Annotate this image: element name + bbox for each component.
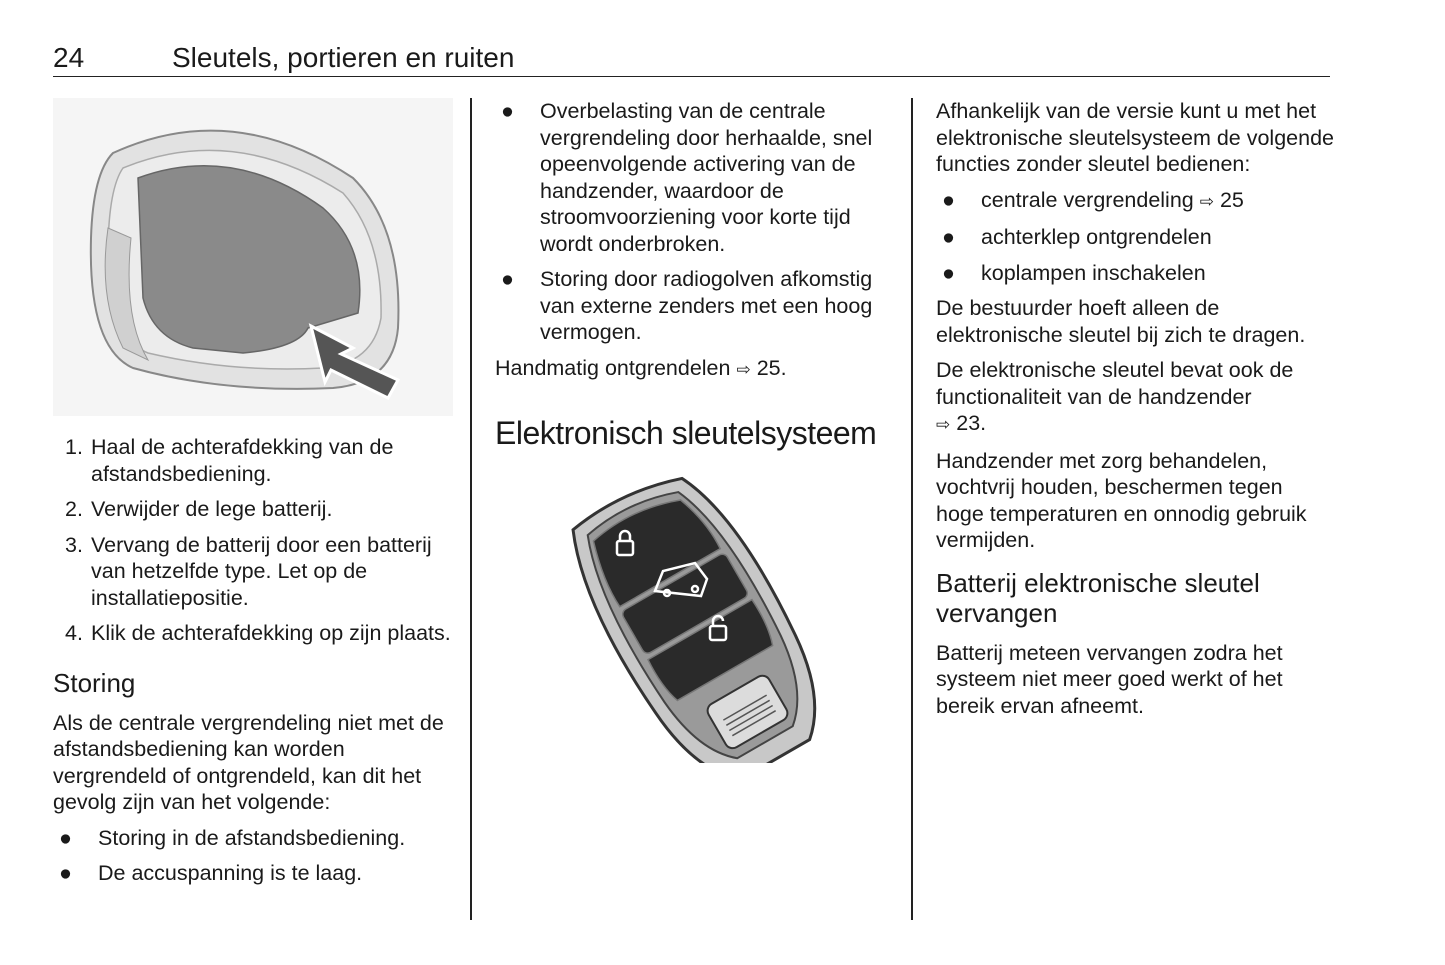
list-item: ● achterklep ontgrendelen [942,225,1212,249]
page-title: Sleutels, portieren en ruiten [172,42,515,73]
paragraph: Batterij meteen vervangen zodra het systeem niet meer goed werkt of het bereik ervan afneemt. [936,640,1283,718]
section-heading-storing: Storing [53,667,136,698]
paragraph: Handzender met zorg behandelen, vochtvrij houden, beschermen tegen hoge temperaturen en onnodig gebruik vermijden. [936,448,1307,552]
list-item: ● De accuspanning is te laag. [59,861,363,885]
list-item: ● Storing in de afstandsbediening. [59,825,406,850]
remote-key-back-drawing [91,131,399,389]
column-divider [911,98,913,920]
paragraph: Handmatig ontgrendelen ⇨ 25. [495,355,787,380]
paragraph: De elektronische sleutel bevat ook de functionaliteit van de handzender ⇨ 23. [936,358,1294,435]
battery-steps [53,434,453,647]
column-3 [936,98,1336,728]
list-item: ● Storing door radiogolven afkomstig van externe zenders met een hoog vermogen. [501,267,873,344]
column-divider [470,98,472,920]
reference-arrow-icon: ⇨ [1199,191,1214,211]
section-title: Elektronisch sleutelsysteem [495,415,877,451]
list-item: 4. Klik de achterafdekking op zijn plaats. [65,621,451,645]
list-item: 1. Haal de achterafdekking van de afstandsbediening. [65,435,394,486]
bullet-list [53,825,453,887]
paragraph: Afhankelijk van de versie kunt u met het elektronische sleutelsysteem de volgende functies zonder sleutel bedienen: [936,99,1334,176]
key-battery-cover-illustration [53,98,453,416]
list-item: 3. Vervang de batterij door een batterij van hetzelfde type. Let op de installatiepositie. [65,532,432,610]
electronic-key-illustration [495,471,895,763]
list-item: 2. Verwijder de lege batterij. [65,497,333,521]
paragraph: De bestuurder hoeft alleen de elektronische sleutel bij zich te dragen. [936,296,1306,347]
reference-arrow-icon: ⇨ [736,359,751,379]
subheading: Batterij elektronische sleutel vervangen [936,567,1260,628]
list-item: ● centrale vergrendeling ⇨ 25 [942,187,1244,212]
paragraph: Als de centrale vergrendeling niet met de afstandsbediening kan worden vergrendeld of ontgrendeld, kan dit het gevolg zijn van het volgende: [53,710,444,814]
reference-arrow-icon: ⇨ [936,415,951,434]
page-number: 24 [53,42,85,73]
column-1 [53,98,453,896]
list-item: ● koplampen inschakelen [942,260,1206,285]
page-header [53,38,1330,77]
list-item: ● Overbelasting van de centrale vergrendeling door herhaalde, snel opeenvolgende activering van de handzender, waardoor de stroomvoorziening voor korte tijd wordt onderbroken. [501,99,873,256]
electronic-key-drawing [552,471,847,763]
bullet-list [495,98,895,346]
function-list [936,187,1336,287]
column-2 [495,98,895,763]
